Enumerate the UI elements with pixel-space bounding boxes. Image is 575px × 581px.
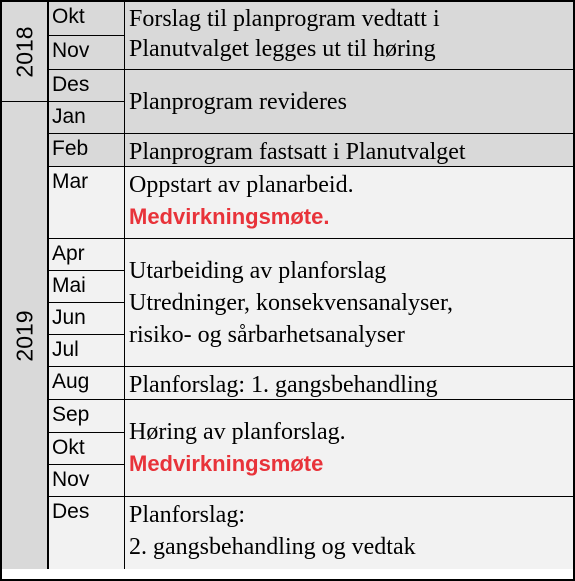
activity-plan-proposal-preparation xyxy=(125,239,573,367)
year-cell-2018 xyxy=(2,2,49,102)
activity-planning-start xyxy=(125,167,573,239)
month-feb-2019: Feb xyxy=(49,134,125,167)
activity-line: Oppstart av planarbeid. xyxy=(129,172,354,198)
activity-second-reading-adoption xyxy=(125,497,573,569)
activity-line: Planutvalget legges ut til høring xyxy=(129,36,436,62)
month-mai-2019: Mai xyxy=(49,271,125,303)
activity-line: Planforslag: xyxy=(129,502,245,528)
month-jul-2019: Jul xyxy=(49,335,125,367)
activity-line: Planforslag: 1. gangsbehandling xyxy=(129,372,438,398)
year-cell-2019 xyxy=(2,102,49,569)
month-jun-2019: Jun xyxy=(49,303,125,335)
activity-line: Høring av planforslag. xyxy=(129,419,346,445)
activity-line: Utredninger, konsekvensanalyser, xyxy=(129,289,453,316)
month-okt-2018: Okt xyxy=(49,2,125,36)
activity-planprogram-revision xyxy=(125,70,573,134)
month-nov-2018: Nov xyxy=(49,36,125,70)
month-apr-2019: Apr xyxy=(49,239,125,271)
activity-line: Forslag til planprogram vedtatt i xyxy=(129,6,440,32)
year-label-2018: 2018 xyxy=(11,25,37,78)
month-okt-2019: Okt xyxy=(49,433,125,465)
activity-line: 2. gangsbehandling og vedtak xyxy=(129,534,416,560)
activity-planprogram-adopted xyxy=(125,134,573,167)
year-label-2019: 2019 xyxy=(11,309,37,362)
month-mar-2019: Mar xyxy=(49,167,125,239)
activity-plan-proposal-hearing xyxy=(125,400,573,497)
month-aug-2019: Aug xyxy=(49,367,125,400)
activity-line: Planprogram fastsatt i Planutvalget xyxy=(129,139,466,165)
participation-meeting-label: Medvirkningsmøte xyxy=(129,451,324,476)
activity-first-reading xyxy=(125,367,573,400)
month-sep-2019: Sep xyxy=(49,400,125,433)
month-des-2019: Des xyxy=(49,497,125,569)
activity-line: Planprogram revideres xyxy=(129,88,347,115)
activity-line: Utarbeiding av planforslag xyxy=(129,257,387,284)
activity-planprogram-hearing xyxy=(125,2,573,70)
participation-meeting-label: Medvirkningsmøte. xyxy=(129,204,330,229)
month-jan-2019: Jan xyxy=(49,102,125,134)
activity-line: risiko- og sårbarhetsanalyser xyxy=(129,321,405,348)
month-nov-2019: Nov xyxy=(49,465,125,497)
month-des-2018: Des xyxy=(49,70,125,102)
